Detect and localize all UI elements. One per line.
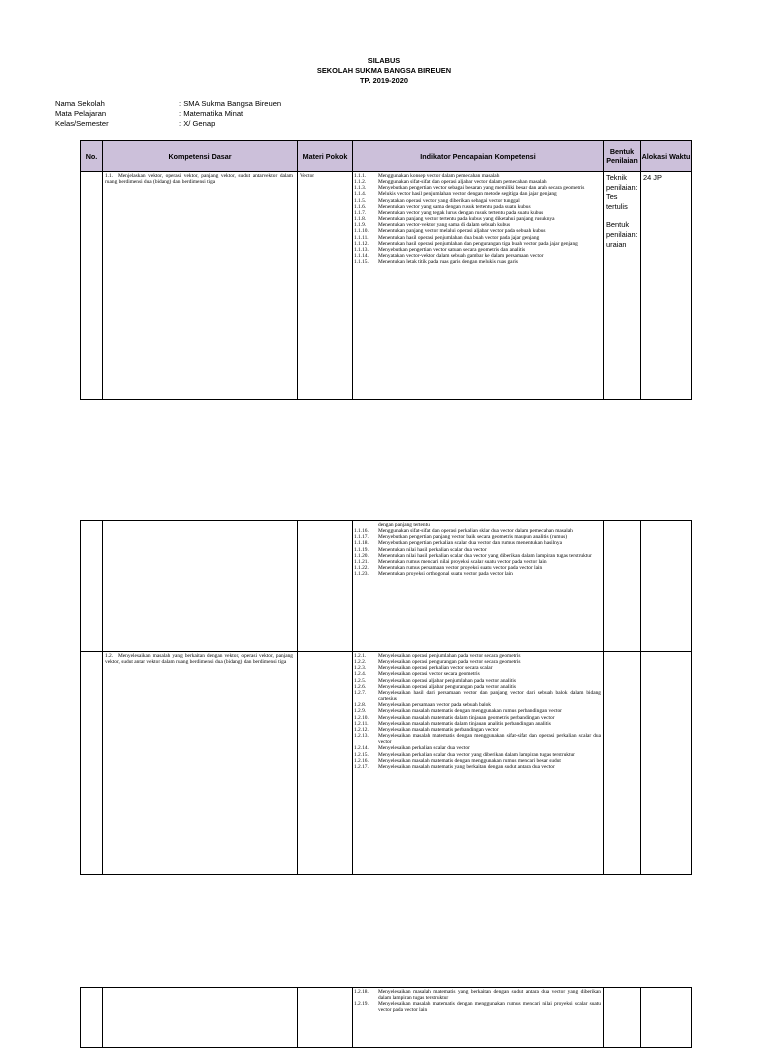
indicator-number: 1.1.11.: [354, 234, 369, 241]
indicator-text: Menyatakan vector-vektor dalam sebuah gambar ke dalam persamaan vector: [378, 253, 544, 260]
indicator-number: 1.2.4.: [354, 671, 367, 678]
kd-cell-empty: [103, 988, 298, 1048]
indicator-item: [354, 690, 601, 702]
indicator-text: Menyelesaikan operasi pengurangan pada vector secara geometris: [378, 659, 521, 666]
indicator-number: 1.2.11.: [354, 720, 369, 727]
indicator-text: Menyatakan operasi vector yang diberikan sebagai vector tunggal: [378, 197, 520, 204]
indicator-number: 1.1.3.: [354, 185, 367, 192]
kd-cell: [103, 172, 298, 400]
indicator-number: 1.2.13.: [354, 733, 369, 740]
kd-text: Menyelesaikan masalah yang berkaitan dengan vektor, operasi vektor, panjang vektor, sudut antar vektor dalam ruang berdimensi dua (bidang) dan berdimensi tiga: [105, 653, 293, 666]
indicator-number: 1.1.5.: [354, 197, 367, 204]
indicator-number: 1.2.17.: [354, 763, 369, 770]
indicator-number: 1.2.18.: [354, 989, 369, 995]
indicator-number: 1.1.21.: [354, 558, 369, 565]
header-indikator: Indikator Pencapaian Kompetensi: [353, 141, 604, 172]
indicator-item: [354, 764, 601, 770]
indicator-number: 1.1.15.: [354, 259, 369, 266]
indicator-text: Menyebutkan pengertian vector sebagai besaran yang memiliki besar dan arah secara geometris: [378, 185, 585, 192]
indicator-text: Menentukan panjang vector melalui operasi aljabar vector pada sebuah kubus: [378, 228, 546, 235]
indicator-text: Menentukan vector-vektor yang sama di dalam sebuah kubus: [378, 222, 511, 229]
meta-value: : SMA Sukma Bangsa Bireuen: [179, 99, 282, 108]
indicator-number: 1.1.22.: [354, 565, 369, 572]
kd-number: 1.2.: [105, 653, 114, 659]
indicator-number: 1.2.9.: [354, 708, 367, 715]
indicator-text: Menyelesaikan operasi aljabar penjumlahan pada vector analitis: [378, 677, 517, 684]
materi-cell: Vector: [298, 172, 353, 400]
meta-label: Mata Pelajaran: [55, 109, 107, 118]
header-kompetensi-dasar: Kompetensi Dasar: [103, 141, 298, 172]
indicator-number: 1.2.3.: [354, 665, 367, 672]
indicator-number: 1.1.7.: [354, 209, 367, 216]
indicator-number: 1.1.10.: [354, 228, 369, 235]
indicator-text: Menyelesaikan operasi aljabar pengurangan pada vector analitis: [378, 683, 517, 690]
indicator-text: Menyelesaikan operasi perkalian vector secara scalar: [378, 665, 493, 672]
indicator-text: Menentukan vector yang tegak lurus dengan rusuk tertentu pada suatu kubus: [378, 209, 544, 216]
syllabus-table-page3: [80, 987, 692, 1048]
header-materi-pokok: Materi Pokok: [298, 141, 353, 172]
bentuk-cell-empty: [604, 521, 641, 652]
indicator-number: 1.1.6.: [354, 203, 367, 210]
meta-label: Nama Sekolah: [55, 99, 105, 108]
indicator-number: 1.2.15.: [354, 751, 369, 758]
indicator-text: Menyelesaikan perkalian scalar dua vector yang diberikan dalam lampiran tugas terstruktur: [378, 751, 575, 758]
indicator-text: Menyelesaikan persamaan vector pada sebuah balok: [378, 702, 492, 709]
indicator-text: Menyelesaikan hasil dari persamaan vector dan panjang vector dari sebuah balok dalam bidang cartesius: [378, 689, 601, 703]
page-2: [0, 470, 768, 890]
kd-cell-empty: [103, 521, 298, 652]
indicator-number: 1.1.12.: [354, 240, 369, 247]
indicator-cell: [353, 652, 604, 875]
indicator-text: Menentukan nilai hasil perkalian scalar dua vector yang diberikan dalam lampiran tugas terstruktur: [378, 552, 592, 559]
header-school: SEKOLAH SUKMA BANGSA BIREUEN: [316, 66, 452, 75]
cell-no: [81, 521, 103, 652]
indicator-number: 1.2.2.: [354, 659, 367, 666]
indicator-text: Menyelesaikan masalah matematis dengan menggunakan sifat-sifat dan operasi perkalian scalar dua vector: [378, 733, 601, 746]
alokasi-cell-empty: [641, 652, 692, 875]
header-bentuk-penilaian: Bentuk Penilaian: [604, 141, 641, 172]
indicator-number: 1.2.5.: [354, 677, 367, 684]
cell-no: [81, 988, 103, 1048]
indicator-text: Menentukan letak titik pada ruas garis dengan melukis ruas garis: [378, 259, 518, 266]
indicator-text: Menggunakan sifat-sifat dan operasi perkalian sklar dua vector dalam pemecahan masalah: [378, 528, 573, 535]
indicator-text: Menyelesaikan masalah matematis dengan menggunakan rumus perbandingan vector: [378, 708, 562, 715]
alokasi-cell-empty: [641, 521, 692, 652]
indicator-number: 1.1.16.: [354, 528, 369, 535]
indicator-number: 1.1.18.: [354, 540, 369, 547]
indicator-number: 1.2.16.: [354, 757, 369, 764]
indicator-number: 1.2.1.: [354, 653, 367, 659]
indicator-text: Menentukan proyeksi orthogonal suatu vector pada vector lain: [378, 571, 513, 578]
indicator-item: [354, 733, 601, 745]
indicator-text: Menyebutkan pengertian vector satuan secara geometris dan analitis: [378, 246, 526, 253]
indicator-item: [354, 1001, 601, 1013]
meta-value: : Matematika Minat: [179, 109, 244, 118]
indicator-cell: [353, 521, 604, 652]
indicator-text: Menyelesaikan masalah matematis perbandingan vector: [378, 726, 499, 733]
indicator-number: 1.1.17.: [354, 534, 369, 541]
indicator-number: 1.1.2.: [354, 179, 367, 186]
indicator-text: Melukis vector hasil penjumlahan vector dengan metode segitiga dan jajar genjang: [378, 191, 557, 198]
indicator-item: [354, 259, 601, 265]
header-year: TP. 2019-2020: [360, 76, 408, 85]
indicator-number: 1.1.4.: [354, 191, 367, 198]
indicator-number: 1.1.19.: [354, 546, 369, 553]
indicator-text: Menyelesaikan masalah matematis dengan menggunakan rumus mencari nilai proyeksi scalar suatu vector pada vector lain: [378, 1001, 601, 1014]
indicator-cell: [353, 988, 604, 1048]
indicator-list: [354, 173, 601, 265]
cell-no: [81, 652, 103, 875]
indicator-text: Menyelesaikan perkalian scalar dua vector: [378, 745, 470, 752]
indicator-item: [354, 989, 601, 1001]
indicator-text: Menentukan panjang vector tertentu pada kubus yang diketahui panjang rusuknya: [378, 216, 555, 223]
indicator-text: Menentukan rumus persamaan vector proyeksi suatu vector pada vector lain: [378, 565, 543, 572]
indicator-number: 1.2.10.: [354, 714, 369, 721]
indicator-text: Menyelesaikan masalah matematis yang berkaitan dengan sudut antara dua vector yang diberikan dalam lampiran tugas terstruktur: [378, 989, 601, 1002]
indicator-number: 1.1.1.: [354, 173, 367, 179]
document-header: [0, 56, 768, 86]
indicator-number: 1.1.8.: [354, 216, 367, 223]
indicator-cell: [353, 172, 604, 400]
indicator-text: Menyelesaikan masalah matematis yang berkaitan dengan sudut antara dua vector: [378, 763, 555, 770]
syllabus-table-page2: [80, 520, 692, 875]
indicator-text: Menentukan hasil operasi penjumlahan dan pengurangan tiga buah vector pada jajar genjang: [378, 240, 578, 247]
indicator-number: 1.2.7.: [354, 689, 367, 696]
indicator-number: 1.2.8.: [354, 702, 367, 709]
meta-label: Kelas/Semester: [55, 119, 109, 128]
indicator-text: Menyelesaikan masalah matematis dengan menggunakan rumus mencari besar sudut: [378, 757, 561, 764]
kd-cell: [103, 652, 298, 875]
indicator-text: Menentukan hasil operasi penjumlahan dua buah vector pada jajar genjang: [378, 234, 540, 241]
indicator-number: 1.2.6.: [354, 683, 367, 690]
alokasi-cell: 24 JP: [641, 172, 692, 400]
teknik-penilaian: Teknik penilaian: Tes tertulis: [606, 173, 638, 211]
materi-cell-empty: [298, 521, 353, 652]
indicator-text: Menyelesaikan masalah matematis dalam tinjauan analitis perbandingan analitis: [378, 720, 551, 727]
page-3: [0, 950, 768, 1024]
indicator-number: 1.1.9.: [354, 222, 367, 229]
indicator-text: Menyelesaikan operasi vector secara geometris: [378, 671, 480, 678]
indicator-text: Menentukan rumus mencari nilai proyeksi scalar suatu vector pada vector lain: [378, 558, 547, 565]
bentuk-cell: [604, 172, 641, 400]
indicator-number: 1.1.23.: [354, 571, 369, 578]
syllabus-table-page1: [80, 140, 692, 400]
indicator-text: Menentukan vector yang sama dengan rusuk tertentu pada suatu kubus: [378, 203, 531, 210]
indicator-number: 1.1.20.: [354, 552, 369, 559]
indicator-list: [354, 989, 601, 1014]
indicator-text: Menggunakan konsep vector dalam pemecahan masalah: [378, 173, 500, 179]
bentuk-cell-empty: [604, 988, 641, 1048]
page-1: [0, 0, 768, 410]
indicator-text: Menentukan nilai hasil perkalian scalar dua vector: [378, 546, 487, 553]
kd-number: 1.1.: [105, 173, 114, 179]
indicator-text: Menggunakan sifat-sifat dan operasi aljabar vector dalam pemecahan masalah: [378, 179, 547, 186]
indicator-text: Menyelesaikan masalah matematis dalam tinjauan geometris perbandingan vector: [378, 714, 555, 721]
materi-cell-empty: [298, 652, 353, 875]
indicator-number: 1.1.14.: [354, 253, 369, 260]
indicator-list: [354, 653, 601, 770]
header-title: SILABUS: [367, 56, 401, 65]
bentuk-penilaian: Bentuk penilaian: uraian: [606, 220, 638, 249]
bentuk-cell-empty: [604, 652, 641, 875]
cell-no: [81, 172, 103, 400]
indicator-text: Menyelesaikan operasi penjumlahan pada vector secara geometris: [378, 653, 521, 659]
kd-text: Menjelaskan vektor, operasi vektor, panjang vektor, sudut antarvektor dalam ruang berdimensi dua (bidang) dan berdimensi tiga: [105, 173, 293, 186]
indicator-item: [354, 571, 601, 577]
indicator-number: 1.2.12.: [354, 726, 369, 733]
indicator-text: Menyebutkan pengertian panjang vector baik secara geometris maupun analitis (rumus): [378, 534, 568, 541]
indicator-number: 1.2.14.: [354, 745, 369, 752]
header-no: No.: [81, 141, 103, 172]
indicator-text: Menyebutkan pengertian perkalian scalar dua vector dan rumus menentukan hasilnya: [378, 540, 562, 547]
materi-cell-empty: [298, 988, 353, 1048]
meta-value: : X/ Genap: [179, 119, 216, 128]
indicator-list: [354, 528, 601, 577]
alokasi-cell-empty: [641, 988, 692, 1048]
school-meta: [55, 99, 281, 129]
header-alokasi-waktu: Alokasi Waktu: [641, 141, 692, 172]
indicator-continuation: dengan panjang tertentu: [378, 522, 430, 528]
indicator-number: 1.2.19.: [354, 1001, 369, 1008]
indicator-number: 1.1.13.: [354, 246, 369, 253]
